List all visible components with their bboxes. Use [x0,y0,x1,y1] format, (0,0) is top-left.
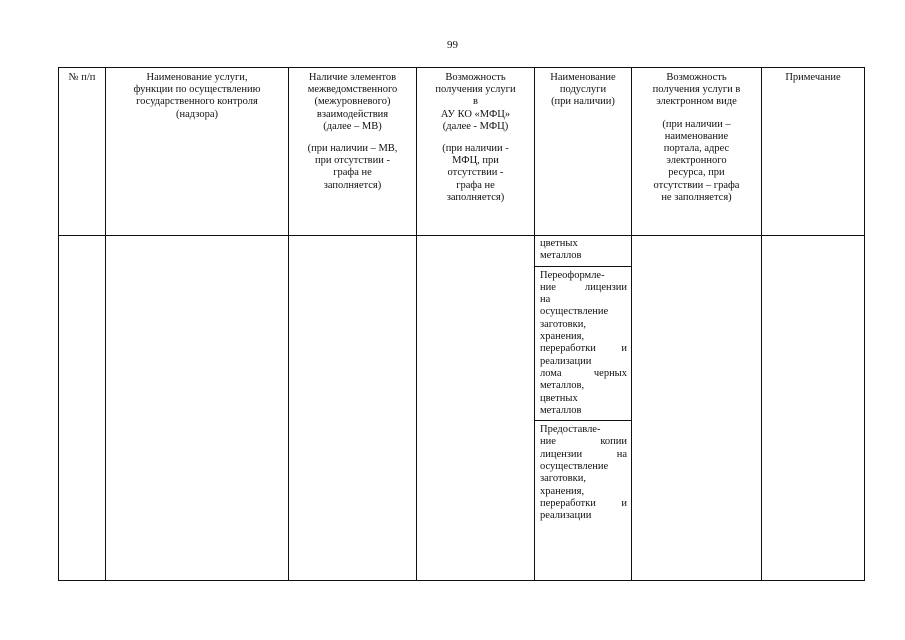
services-table [58,67,865,581]
subservice-word: хранения, [540,331,585,343]
subservice-word: и [621,343,627,355]
table-row [59,236,865,581]
subservice-word: лицензии [540,448,583,460]
header-line: Возможность [445,72,506,83]
header-line: наименование [664,130,729,142]
header-subservice [535,68,632,236]
header-line: ресурса, при [668,167,725,179]
subservice-word: лицензии [584,281,627,293]
subservice-line [540,294,627,306]
subservice-word: Переоформле- [540,269,605,281]
cell-electronic [632,236,762,581]
header-line: (при наличии – [662,118,731,130]
subservice-word: металлов [540,404,582,416]
header-line [634,109,759,119]
subservice-word: металлов, [540,380,585,392]
header-line: (при наличии) [551,96,615,108]
subservice-line [540,282,627,294]
subservice-word: переработки [540,497,596,509]
subservice-line [540,331,627,343]
subservice-word: Предоставле- [540,424,601,436]
subservice-item [535,236,631,267]
cell-subservices [535,236,632,581]
header-line: подуслуги [559,84,607,96]
subservice-line [540,405,627,417]
header-line: (далее - МФЦ) [442,120,509,132]
subservice-word: ние [540,436,556,448]
header-line: отсутствии - [447,167,504,179]
subservice-word: и [621,497,627,509]
header-line [291,133,414,143]
header-line: заполняется) [323,179,382,191]
subservice-line [540,461,627,473]
subservice-line [540,306,627,318]
subservice-line [540,473,627,485]
header-line: Наличие элементов [308,72,397,83]
header-line: № п/п [68,72,96,83]
subservice-line [540,356,627,368]
subservice-word: осуществление [540,461,609,473]
header-electronic [632,68,762,236]
subservice-item [535,421,631,525]
subservice-line [540,380,627,392]
subservice-line [540,238,627,250]
subservice-line [540,343,627,355]
subservice-word: лома [540,367,562,379]
header-line: (при наличии – МВ, [307,143,398,155]
header-line [419,133,532,143]
subservice-line [540,393,627,405]
header-line: получения услуги [435,84,516,96]
subservice-line [540,486,627,498]
subservice-word: копии [600,436,627,448]
header-line: электронном виде [656,96,737,108]
subservice-word: реализации [540,355,592,367]
header-line: (при наличии - [442,143,509,155]
subservice-word: заготовки, [540,318,586,330]
header-line: МФЦ, при [452,155,499,167]
cell-service-name [106,236,289,581]
subservice-word: осуществление [540,306,609,318]
subservice-line [540,424,627,436]
table-header-row [59,68,865,236]
subservice-line [540,250,627,262]
header-line: отсутствии – графа [653,179,740,191]
cell-interaction [289,236,417,581]
subservice-word: хранения, [540,485,585,497]
subservice-line [540,436,627,448]
header-line: графа не [333,167,372,179]
subservice-word: цветных [540,238,578,249]
header-line: Примечание [785,72,841,83]
subservice-item [535,267,631,422]
header-line: (надзора) [176,108,218,120]
header-line: Наименование услуги, [146,72,248,83]
header-line: электронного [666,155,727,167]
subservice-word: металлов [540,250,582,262]
subservice-word: цветных [540,392,578,404]
subservice-word: на [540,294,551,306]
header-line: (межуровневого) [314,96,391,108]
subservice-line [540,498,627,510]
header-line: не заполняется) [661,191,732,203]
subservice-line [540,368,627,380]
header-line: Наименование [550,72,616,83]
page-number: 99 [447,39,458,51]
subservice-line [540,449,627,461]
header-line: получения услуги в [652,84,741,96]
header-mfc [417,68,535,236]
header-line: в [473,96,478,108]
cell-mfc [417,236,535,581]
header-interaction [289,68,417,236]
subservice-word: заготовки, [540,473,586,485]
subservice-word: черных [593,367,627,379]
header-line: функции по осуществлению [133,84,261,96]
header-note [762,68,865,236]
header-line: АУ КО «МФЦ» [440,108,511,120]
header-service-name [106,68,289,236]
subservice-line [540,319,627,331]
header-line: Возможность [666,72,727,83]
cell-number [59,236,106,581]
subservice-line [540,510,627,522]
header-line: межведомственного [307,84,398,96]
subservice-word: ние [540,281,556,293]
header-line: заполняется) [446,191,505,203]
header-line: взаимодействия [316,108,389,120]
subservice-word: переработки [540,343,596,355]
cell-note [762,236,865,581]
subservice-word: на [616,448,627,460]
header-line: графа не [456,179,495,191]
subservice-word: реализации [540,510,592,522]
header-line: портала, адрес [663,143,730,155]
subservice-line [540,270,627,282]
header-line: при отсутствии - [315,155,390,167]
header-line: государственного контроля [136,96,258,108]
header-number [59,68,106,236]
header-line: (далее – МВ) [323,120,382,132]
